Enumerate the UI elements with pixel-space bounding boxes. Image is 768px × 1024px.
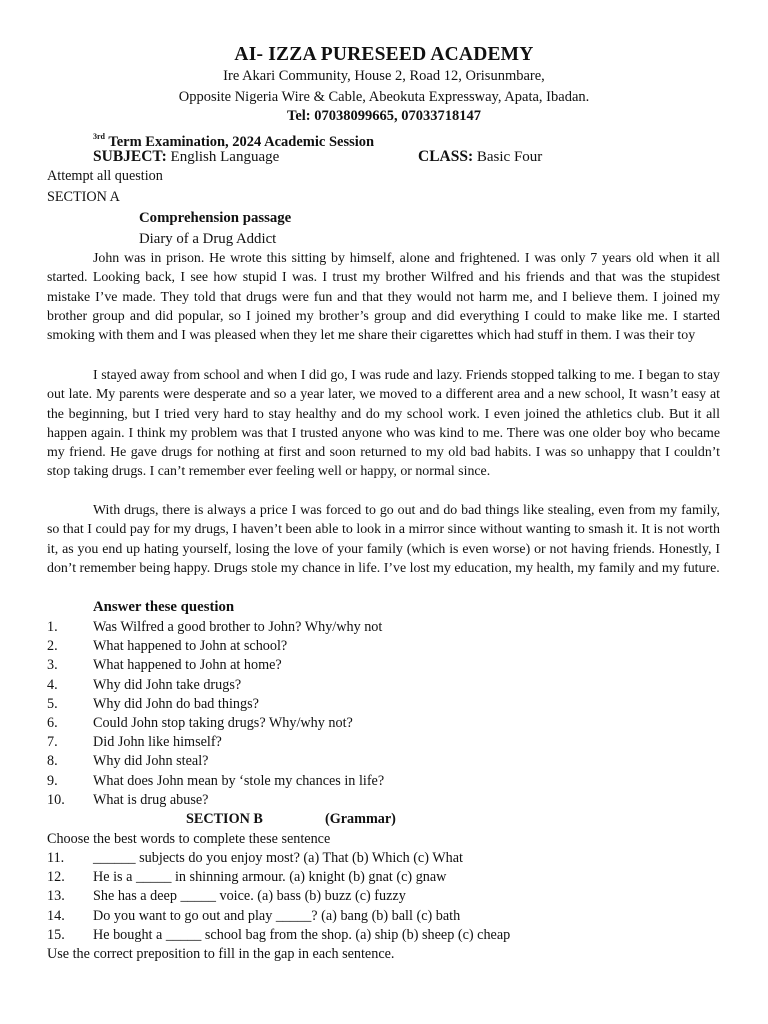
grammar-instruction: Choose the best words to complete these sentence bbox=[47, 831, 331, 847]
question-number: 5. bbox=[47, 696, 58, 712]
term-number: 3rd bbox=[93, 132, 105, 141]
question-number: 11. bbox=[47, 850, 65, 866]
section-a-title: SECTION A bbox=[47, 189, 120, 205]
passage-paragraph-1: John was in prison. He wrote this sitting by himself, alone and frightened. I was only 7 years old when it all started. Looking back, I see how stupid I was. I trust my brother Wilfred and his friends and that was the stupidest mistake I’ve made. They told that drugs were fun and that they would not harm me, and I believe them. I joined my brother group and did popular, so I joined my brother’s group and did everything I could to make like me. I started smoking with them and I was pleased when they let me share their cigarettes which had stuff in them. I was their toy bbox=[47, 251, 720, 344]
questions-heading: Answer these question bbox=[93, 599, 235, 615]
question-text: Did John like himself? bbox=[93, 734, 222, 750]
question-number: 6. bbox=[47, 715, 58, 731]
question-number: 10. bbox=[47, 792, 65, 808]
question-text: Why did John take drugs? bbox=[93, 677, 242, 693]
question-number: 14. bbox=[47, 908, 65, 924]
passage-paragraph-2: I stayed away from school and when I did go, I was rude and lazy. Friends stopped talking to me. I began to stay out late. My parents were desperate and so a year later, we moved to a different area and a new school, It wasn’t easy at the beginning, but I tried very hard to stay healthy and do my school work. I even joined the athletics club. But it all happen again. I think my problem was that I trusted anyone who was kind to me. There was one older boy who became my friend. He gave drugs for nothing at first and soon returned to my old bad habits. I was so unhappy that I couldn’t stop taking drugs. I can’t remember ever feeling well or happy, or normal since. bbox=[47, 368, 720, 480]
story-title: Diary of a Drug Addict bbox=[139, 231, 277, 247]
question-text: What happened to John at home? bbox=[93, 657, 282, 673]
question-number: 3. bbox=[47, 657, 58, 673]
question-text: Do you want to go out and play _____? (a) bang (b) ball (c) bath bbox=[93, 908, 461, 924]
question-text: Why did John do bad things? bbox=[93, 696, 259, 712]
question-text: Why did John steal? bbox=[93, 753, 209, 769]
question-number: 4. bbox=[47, 677, 58, 693]
question-text: ______ subjects do you enjoy most? (a) That (b) Which (c) What bbox=[93, 850, 463, 866]
question-number: 7. bbox=[47, 734, 58, 750]
question-text: Was Wilfred a good brother to John? Why/why not bbox=[93, 619, 383, 635]
class-value: Basic Four bbox=[473, 149, 543, 165]
subject-line bbox=[93, 147, 279, 167]
question-number: 12. bbox=[47, 869, 65, 885]
question-number: 15. bbox=[47, 927, 65, 943]
school-name: AI- IZZA PURESEED ACADEMY bbox=[234, 44, 534, 65]
question-number: 1. bbox=[47, 619, 58, 635]
question-number: 8. bbox=[47, 753, 58, 769]
subject-label: SUBJECT: bbox=[93, 148, 167, 165]
general-instruction: Attempt all question bbox=[47, 168, 163, 184]
question-text: What happened to John at school? bbox=[93, 638, 288, 654]
preposition-instruction: Use the correct preposition to fill in the gap in each sentence. bbox=[47, 946, 395, 962]
question-number: 2. bbox=[47, 638, 58, 654]
address-line-1: Ire Akari Community, House 2, Road 12, Orisunmbare, bbox=[223, 68, 545, 84]
question-text: He is a _____ in shinning armour. (a) knight (b) gnat (c) gnaw bbox=[93, 869, 447, 885]
subject-value: English Language bbox=[166, 149, 280, 165]
question-text: What does John mean by ‘stole my chances in life? bbox=[93, 773, 385, 789]
passage-paragraph-3: With drugs, there is always a price I was forced to go out and do bad things like stealing, even from my family, so that I could pay for my drugs, I haven’t been able to look in a mirror since without wanting to smash it. It is not worth it, as you end up hating yourself, losing the love of your family (which is even worse) or not having friends. Honestly, I don’t remember being happy. Drugs stole my chance in life. I’ve lost my education, my health, my family and my future. bbox=[47, 503, 720, 576]
comprehension-heading: Comprehension passage bbox=[139, 210, 292, 226]
question-text: What is drug abuse? bbox=[93, 792, 209, 808]
telephone: Tel: 07038099665, 07033718147 bbox=[286, 108, 481, 124]
question-number: 13. bbox=[47, 888, 65, 904]
address-line-2: Opposite Nigeria Wire & Cable, Abeokuta Expressway, Apata, Ibadan. bbox=[178, 89, 590, 105]
question-text: Could John stop taking drugs? Why/why not? bbox=[93, 715, 353, 731]
section-b-title: SECTION B bbox=[186, 811, 263, 827]
section-b-subtitle: (Grammar) bbox=[325, 811, 396, 827]
question-text: He bought a _____ school bag from the shop. (a) ship (b) sheep (c) cheap bbox=[93, 927, 511, 943]
question-text: She has a deep _____ voice. (a) bass (b) buzz (c) fuzzy bbox=[93, 888, 406, 904]
term-text: Term Examination, 2024 Academic Session bbox=[105, 134, 375, 150]
class-line bbox=[418, 147, 542, 167]
question-number: 9. bbox=[47, 773, 58, 789]
class-label: CLASS: bbox=[418, 148, 474, 165]
